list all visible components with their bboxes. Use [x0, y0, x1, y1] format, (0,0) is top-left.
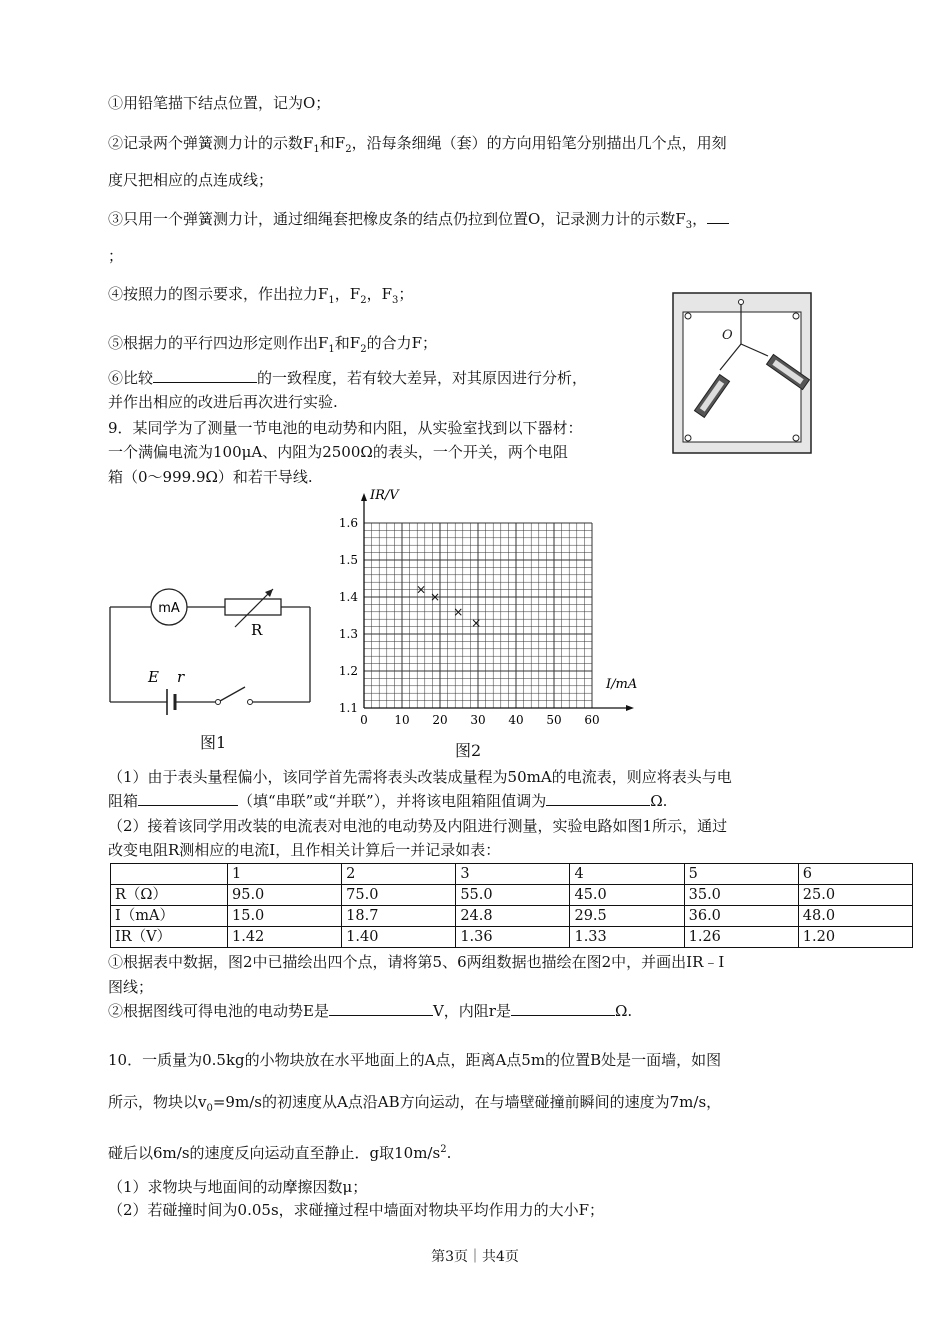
- table-cell: 36.0: [684, 906, 798, 927]
- table-row: [111, 906, 913, 927]
- table-cell: 4: [570, 864, 684, 885]
- step-6-line2: 并作出相应的改进后再次进行实验.: [108, 393, 338, 411]
- y-axis-label: IR/V: [370, 488, 399, 503]
- table-cell: 3: [456, 864, 570, 885]
- q10-line1: 10．一质量为0.5kg的小物块放在水平地面上的A点，距离A点5m的位置B处是一面墙，如图: [108, 1051, 722, 1069]
- table-cell: 2: [342, 864, 456, 885]
- y-tick-label: 1.3: [338, 627, 358, 641]
- q9-part2-line1: （2）接着该同学用改装的电流表对电池的电动势及内阻进行测量，实验电路如图1所示，通过: [108, 817, 728, 835]
- table-cell: 75.0: [342, 885, 456, 906]
- force-board-figure: [672, 292, 812, 454]
- step-4: ④按照力的图示要求，作出拉力$F_1$，$F_2$，$F_3$；: [108, 285, 414, 306]
- q9-note1-line2: 图线；: [108, 978, 154, 996]
- knot-label-o: O: [722, 328, 733, 343]
- q10-line3: 碰后以6m/s的速度反向运动直至静止．g取$10m/s^2$.: [108, 1144, 452, 1162]
- step-5: ⑤根据力的平行四边形定则作出$F_1$和$F_2$的合力F；: [108, 334, 438, 355]
- q9-part2-line2: 改变电阻R测相应的电流I，且作相关计算后一并记录如表：: [108, 841, 501, 859]
- x-tick-label: 0: [360, 713, 368, 727]
- table-cell: 29.5: [570, 906, 684, 927]
- table-cell: 55.0: [456, 885, 570, 906]
- y-tick-label: 1.4: [338, 590, 358, 604]
- q10-part1: （1）求物块与地面间的动摩擦因数μ；: [108, 1178, 368, 1196]
- table-cell: 1: [228, 864, 342, 885]
- table-cell: I（mA）: [111, 906, 228, 927]
- q9-part1-line2: 阻箱 （填“串联”或“并联”），并将该电阻箱阻值调为 Ω.: [108, 792, 668, 810]
- step-2-line1: ②记录两个弹簧测力计的示数$F_1$和$F_2$，沿每条细绳（套）的方向用铅笔分别描出几个点，用刻: [108, 134, 727, 155]
- q9-line2: 一个满偏电流为100μA、内阻为2500Ω的表头，一个开关，两个电阻: [108, 443, 568, 461]
- table-cell: 1.40: [342, 927, 456, 948]
- data-point: ×: [471, 615, 482, 630]
- step-6-line1: ⑥比较 的一致程度，若有较大差异，对其原因进行分析，: [108, 369, 588, 387]
- table-cell: 1.20: [798, 927, 912, 948]
- resistor-label: R: [251, 621, 263, 639]
- table-cell: 6: [798, 864, 912, 885]
- switch-symbol: [216, 700, 221, 705]
- table-cell: 45.0: [570, 885, 684, 906]
- table-cell: 48.0: [798, 906, 912, 927]
- q9-note1-line1: ①根据表中数据，图2中已描绘出四个点，请将第5、6两组数据也描绘在图2中，并画出IR﹣I: [108, 953, 725, 971]
- q10-line2: 所示，物块以$v_0=9m/s$的初速度从A点沿AB方向运动，在与墙壁碰撞前瞬间的速度为7m/s，: [108, 1093, 722, 1114]
- page-footer: 第3页｜共4页: [431, 1249, 519, 1265]
- table-cell: R（Ω）: [111, 885, 228, 906]
- graph-figure-2: [330, 485, 640, 735]
- y-tick-label: 1.6: [338, 516, 358, 530]
- q9-line1: 9．某同学为了测量一节电池的电动势和内阻，从实验室找到以下器材：: [108, 419, 583, 437]
- table-cell: [111, 864, 228, 885]
- circuit-figure-1: [105, 585, 315, 720]
- data-point: ×: [430, 590, 441, 604]
- step-1: ①用铅笔描下结点位置，记为O；: [108, 94, 331, 112]
- table-cell: 18.7: [342, 906, 456, 927]
- q9-note2: ②根据图线可得电池的电动势E是 V，内阻r是 Ω.: [108, 1002, 633, 1020]
- x-tick-label: 50: [546, 713, 562, 727]
- data-table: [110, 863, 913, 948]
- table-cell: 15.0: [228, 906, 342, 927]
- step-3-line2: ；: [108, 247, 124, 265]
- x-tick-label: 60: [584, 713, 600, 727]
- table-cell: 1.36: [456, 927, 570, 948]
- table-header-row: [111, 864, 913, 885]
- y-tick-label: 1.1: [338, 701, 358, 715]
- y-tick-label: 1.2: [338, 664, 358, 678]
- table-row: [111, 885, 913, 906]
- x-axis-arrow: [626, 705, 634, 711]
- q10-part2: （2）若碰撞时间为0.05s，求碰撞过程中墙面对物块平均作用力的大小F；: [108, 1201, 605, 1219]
- meter-label: mA: [158, 601, 180, 616]
- step-2-line2: 度尺把相应的点连成线；: [108, 171, 274, 189]
- y-axis-arrow: [361, 493, 367, 501]
- table-cell: 24.8: [456, 906, 570, 927]
- table-cell: 35.0: [684, 885, 798, 906]
- table-cell: IR（V）: [111, 927, 228, 948]
- emf-label: E: [148, 668, 159, 686]
- data-point: ×: [415, 582, 427, 597]
- table-cell: 1.42: [228, 927, 342, 948]
- table-row: [111, 927, 913, 948]
- internal-resistance-label: r: [177, 668, 185, 686]
- x-tick-label: 30: [470, 713, 486, 727]
- table-cell: 1.26: [684, 927, 798, 948]
- table-cell: 95.0: [228, 885, 342, 906]
- q9-line3: 箱（0～999.9Ω）和若干导线.: [108, 468, 313, 486]
- x-axis-label: I/mA: [606, 677, 638, 692]
- x-tick-label: 20: [432, 713, 448, 727]
- figure-1-caption: 图1: [200, 733, 227, 752]
- variable-resistor-symbol: [225, 599, 281, 615]
- table-cell: 5: [684, 864, 798, 885]
- table-cell: 1.33: [570, 927, 684, 948]
- step-3-line1: ③只用一个弹簧测力计，通过细绳套把橡皮条的结点仍拉到位置O，记录测力计的示数$F_3$，: [108, 209, 729, 236]
- figure-2-caption: 图2: [455, 741, 482, 760]
- table-cell: 25.0: [798, 885, 912, 906]
- data-point: ×: [453, 604, 464, 619]
- q9-part1-line1: （1）由于表头量程偏小，该同学首先需将表头改装成量程为50mA的电流表，则应将表头与电: [108, 768, 732, 786]
- x-tick-label: 40: [508, 713, 524, 727]
- y-tick-label: 1.5: [338, 553, 358, 567]
- x-tick-label: 10: [394, 713, 410, 727]
